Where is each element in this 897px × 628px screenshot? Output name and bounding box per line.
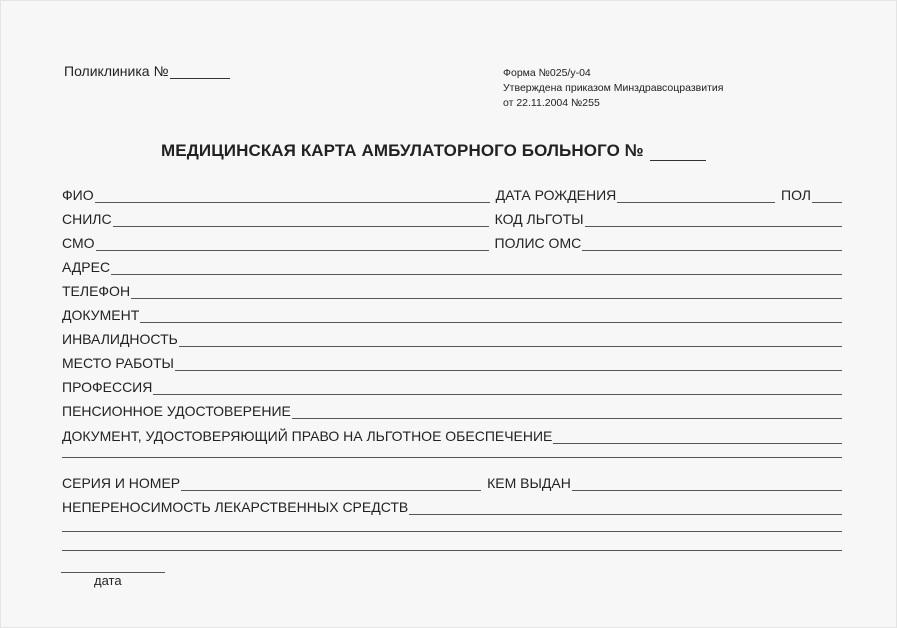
pension-certificate-field[interactable] (292, 404, 842, 419)
polyclinic-number (64, 63, 230, 79)
sex-label: ПОЛ (781, 187, 811, 203)
disability-label: ИНВАЛИДНОСТЬ (62, 331, 178, 347)
address-field[interactable] (111, 260, 842, 275)
document-field[interactable] (140, 308, 842, 323)
row-phone (62, 279, 842, 299)
approved-by: Утверждена приказом Минздравсоцразвития (503, 82, 724, 94)
smo-field[interactable] (96, 236, 489, 251)
drug-intolerance-label: НЕПЕРЕНОСИМОСТЬ ЛЕКАРСТВЕННЫХ СРЕДСТВ (62, 499, 409, 515)
workplace-field[interactable] (175, 356, 842, 371)
benefit-document-extra-line[interactable] (62, 457, 842, 458)
document-label: ДОКУМЕНТ (62, 307, 140, 323)
polyclinic-label: Поликлиника № (64, 63, 169, 79)
profession-label: ПРОФЕССИЯ (62, 379, 153, 395)
drug-intolerance-extra-line-2[interactable] (62, 550, 842, 551)
phone-field[interactable] (131, 284, 842, 299)
polyclinic-number-field[interactable] (170, 66, 230, 79)
oms-policy-field[interactable] (582, 236, 842, 251)
row-address (62, 255, 842, 275)
form-header (503, 66, 723, 111)
row-workplace (62, 351, 842, 371)
row-fio (62, 183, 842, 203)
approved-date: от 22.11.2004 №255 (503, 97, 600, 109)
sex-field[interactable] (812, 188, 842, 203)
disability-field[interactable] (179, 332, 842, 347)
pension-certificate-label: ПЕНСИОННОЕ УДОСТОВЕРЕНИЕ (62, 403, 291, 419)
oms-policy-label: ПОЛИС ОМС (494, 235, 582, 251)
row-benefit-document (62, 424, 842, 444)
row-snils (62, 207, 842, 227)
row-drug-intolerance (62, 495, 842, 515)
phone-label: ТЕЛЕФОН (62, 283, 131, 299)
benefit-code-label: КОД ЛЬГОТЫ (494, 211, 584, 227)
row-series-number (62, 471, 842, 491)
benefit-document-field[interactable] (553, 429, 842, 444)
fio-field[interactable] (95, 188, 490, 203)
row-disability (62, 327, 842, 347)
address-label: АДРЕС (62, 259, 111, 275)
form-number: Форма №025/у-04 (503, 67, 591, 79)
smo-label: СМО (62, 235, 95, 251)
benefit-document-label: ДОКУМЕНТ, УДОСТОВЕРЯЮЩИЙ ПРАВО НА ЛЬГОТНОЕ ОБЕСПЕЧЕНИЕ (62, 428, 553, 444)
date-label: дата (94, 573, 122, 588)
issued-by-field[interactable] (572, 476, 842, 491)
birth-date-label: ДАТА РОЖДЕНИЯ (495, 187, 617, 203)
snils-field[interactable] (113, 212, 489, 227)
profession-field[interactable] (153, 380, 842, 395)
row-smo (62, 231, 842, 251)
benefit-code-field[interactable] (585, 212, 842, 227)
birth-date-field[interactable] (617, 188, 775, 203)
card-number-field[interactable] (650, 146, 706, 161)
row-profession (62, 375, 842, 395)
workplace-label: МЕСТО РАБОТЫ (62, 355, 174, 371)
snils-label: СНИЛС (62, 211, 112, 227)
row-pension-certificate (62, 399, 842, 419)
fio-label: ФИО (62, 187, 94, 203)
card-title (161, 141, 706, 161)
issued-by-label: КЕМ ВЫДАН (487, 475, 571, 491)
card-title-text: МЕДИЦИНСКАЯ КАРТА АМБУЛАТОРНОГО БОЛЬНОГО № (161, 141, 644, 160)
series-number-field[interactable] (181, 476, 481, 491)
drug-intolerance-field[interactable] (409, 500, 842, 515)
row-document (62, 303, 842, 323)
series-number-label: СЕРИЯ И НОМЕР (62, 475, 181, 491)
drug-intolerance-extra-line-1[interactable] (62, 531, 842, 532)
